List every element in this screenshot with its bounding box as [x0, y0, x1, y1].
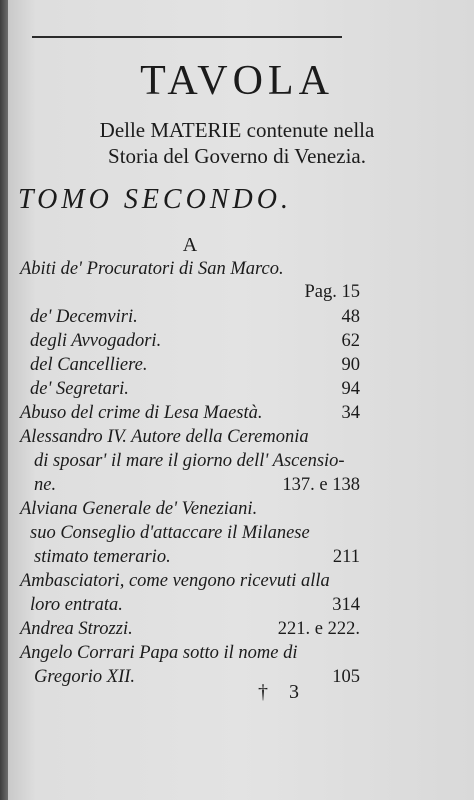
subtitle-line-1: Delle MATERIE contenute nella: [99, 118, 375, 142]
entry-text: Gregorio XII.: [34, 667, 136, 687]
entry-page: 62: [341, 331, 360, 351]
entry-text: de' Segretari.: [30, 379, 129, 399]
entry-text: stimato temerario.: [34, 547, 171, 567]
entry-text: Abuso del crime di Lesa Maestà.: [20, 403, 263, 423]
entry-text: del Cancelliere.: [30, 355, 148, 375]
entry-page: 211: [332, 547, 360, 567]
subtitle-line-2: Storia del Governo di Venezia.: [108, 144, 366, 168]
entry-text: Abiti de' Procuratori di San Marco.: [20, 259, 284, 279]
entry-page: 314: [332, 595, 360, 615]
entry-text: de' Decemviri.: [30, 307, 138, 327]
entry-text: Andrea Strozzi.: [20, 619, 133, 639]
entry-page: 94: [341, 379, 360, 399]
volume-heading: TOMO SECONDO.: [18, 184, 292, 215]
entry-text: Angelo Corrari Papa sotto il nome di: [20, 643, 298, 663]
entry-page: 48: [341, 307, 360, 327]
entry-page: 137. e 138: [282, 475, 360, 495]
entry-text: Ambasciatori, come vengono ricevuti alla: [20, 571, 330, 591]
entry-text: di sposar' il mare il giorno dell' Ascensio-: [34, 451, 345, 471]
entry-text: loro entrata.: [30, 595, 123, 615]
entry-text: suo Conseglio d'attaccare il Milanese: [30, 523, 310, 543]
section-letter: A: [182, 234, 198, 256]
page-title: TAVOLA: [140, 58, 334, 104]
signature-mark: † 3: [258, 681, 307, 703]
entry-text: degli Avvogadori.: [30, 331, 162, 351]
entry-text: ne.: [34, 475, 57, 495]
entry-page: 105: [332, 667, 360, 687]
header-rule: [32, 36, 342, 38]
entry-page: 34: [341, 403, 360, 423]
entry-text: Alessandro IV. Autore della Ceremonia: [20, 427, 309, 447]
index-entry-page-only: Pag. 15: [304, 282, 360, 302]
entry-text: Alviana Generale de' Veneziani.: [20, 499, 258, 519]
entry-page: 90: [341, 355, 360, 375]
entry-page: 221. e 222.: [277, 619, 360, 639]
